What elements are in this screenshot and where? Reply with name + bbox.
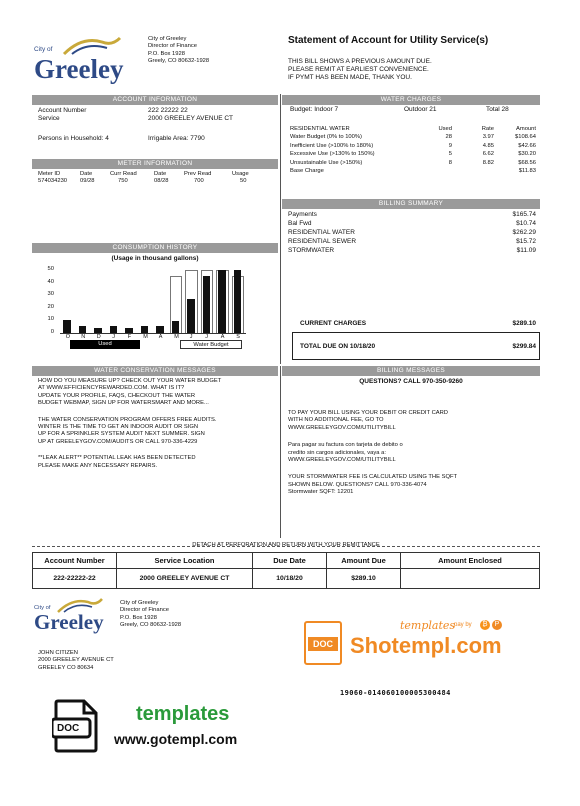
conservation-messages (38, 378, 278, 470)
message-line: HOW DO YOU MEASURE UP? CHECK OUT YOUR WATER BUDGET (38, 378, 222, 384)
charges-row (290, 151, 536, 158)
meter-info-header: METER INFORMATION (32, 159, 278, 169)
x-tick-label: J (189, 334, 193, 340)
persons-household: Persons in Household: 4 (38, 135, 109, 142)
charges-col-header: Amount (516, 126, 536, 132)
message-paragraph (288, 442, 536, 464)
remit-header: Service Location (117, 553, 253, 569)
chart-y-axis (40, 266, 54, 336)
service-address: 2000 GREELEY AVENUE CT (148, 115, 234, 122)
scanline: 19060-014060100005300484 (340, 689, 451, 697)
summary-row (288, 211, 536, 219)
charges-cell: 6.62 (482, 151, 494, 158)
summary-label: Bal Fwd (288, 220, 312, 227)
shotempl-watermark (304, 619, 534, 669)
message-line: WINTER IS THE TIME TO GET AN INDOOR AUDIT OR SIGN (38, 424, 199, 431)
budget-total: Total 28 (486, 106, 509, 113)
account-number-label: Account Number (38, 107, 87, 114)
summary-label: RESIDENTIAL SEWER (288, 238, 357, 245)
charges-cell (452, 168, 494, 175)
summary-row (288, 229, 536, 237)
charges-cell: Water Budget (0% to 100%) (290, 134, 362, 141)
charges-col-header: Used (438, 126, 452, 132)
meter-data-row (38, 178, 276, 185)
summary-row (288, 247, 536, 255)
total-due-label: TOTAL DUE ON 10/18/20 (300, 343, 376, 350)
meter-col: Usage (232, 171, 249, 177)
conservation-header: WATER CONSERVATION MESSAGES (32, 366, 278, 376)
y-tick-label: 40 (47, 278, 54, 285)
logo-small-text: City of (34, 46, 53, 53)
charges-cell: Inefficient Use (>100% to 180%) (290, 142, 374, 149)
y-tick-label: 30 (47, 291, 54, 298)
notice-line: THIS BILL SHOWS A PREVIOUS AMOUNT DUE. (288, 58, 432, 65)
used-bar (218, 270, 226, 334)
customer-address (38, 650, 114, 672)
total-due-row (300, 343, 536, 351)
x-tick-label: S (236, 334, 240, 340)
remit-due-date: 10/18/20 (253, 569, 327, 589)
charges-row (290, 168, 536, 175)
meter-cell: 750 (118, 178, 128, 185)
summary-value: $262.29 (512, 229, 536, 236)
meter-table (38, 171, 276, 186)
budget-indoor: Budget: Indoor 7 (290, 106, 339, 113)
used-bar (187, 299, 195, 334)
address-line: P.O. Box 1928 (120, 614, 157, 621)
doc-file-icon (52, 699, 100, 753)
water-charges-table (290, 126, 536, 175)
used-bar (234, 270, 242, 334)
charges-cell: Base Charge (290, 168, 324, 175)
remittance-value-row (33, 569, 540, 589)
meter-col: Date (80, 171, 93, 177)
customer-city: GREELEY CO 80634 (38, 664, 94, 671)
charges-cell: Unsustainable Use (>150%) (290, 159, 363, 166)
logo-swoosh-icon (62, 34, 122, 56)
charges-row (290, 134, 536, 141)
summary-value: $165.74 (512, 211, 536, 218)
address-line: Greely, CO 80632-1928 (120, 622, 182, 629)
message-line: TO PAY YOUR BILL USING YOUR DEBIT OR CREDIT CARD (288, 410, 448, 416)
x-tick-label: M (143, 334, 148, 340)
remit-header: Account Number (33, 553, 117, 569)
y-tick-label: 50 (47, 266, 54, 272)
remittance-table (32, 552, 540, 589)
shotempl-paywith: pay by (454, 622, 472, 628)
meter-cell: 09/28 (80, 178, 95, 185)
address-line: Director of Finance (148, 43, 197, 50)
company-address-bottom (120, 600, 181, 630)
logo-name: Greeley (34, 54, 124, 84)
address-line: City of Greeley (120, 600, 159, 606)
charges-cell: $68.56 (518, 159, 536, 166)
remit-account: 222-22222-22 (33, 569, 117, 589)
x-tick-label: A (220, 334, 225, 340)
message-paragraph (288, 410, 536, 432)
current-charges-label: CURRENT CHARGES (300, 320, 367, 327)
billing-messages (288, 410, 536, 497)
charges-cell: Excessive Use (>130% to 150%) (290, 151, 375, 158)
current-charges-row (300, 320, 536, 328)
water-charges-header: WATER CHARGES (282, 95, 540, 105)
meter-cell: 574034230 (38, 178, 68, 185)
used-bar (63, 320, 71, 334)
billing-messages-header: BILLING MESSAGES (282, 366, 540, 376)
doc-badge: DOC (308, 637, 338, 651)
charges-cell: 8 (448, 159, 452, 166)
legend-used: Used (70, 340, 140, 349)
message-line: Stormwater SQFT: 12201 (288, 489, 354, 496)
x-tick-label: D (96, 334, 101, 340)
x-tick-label: N (81, 334, 86, 340)
x-tick-label: J (205, 334, 208, 340)
billing-summary-list (288, 211, 536, 256)
legend-budget: Water Budget (180, 340, 242, 349)
paypal-icon: P (492, 620, 502, 630)
doc-file-icon (304, 621, 342, 665)
charges-cell: $30.20 (518, 151, 536, 158)
detach-note: DETACH AT PERFORATION AND RETURN WITH YOUR REMITTANCE (192, 542, 380, 548)
remit-location: 2000 GREELEY AVENUE CT (117, 569, 253, 589)
charges-row (290, 143, 536, 150)
message-line: SHOWN BELOW. QUESTIONS? CALL 970-336-4074 (288, 481, 427, 488)
bitcoin-icon: ₿ (480, 620, 490, 630)
city-logo (34, 34, 129, 84)
charges-header-row (290, 126, 536, 133)
message-line: WITH NO ADDITIONAL FEE, GO TO (288, 417, 384, 424)
charges-cell: 8.82 (482, 159, 494, 166)
remittance-header-row (33, 553, 540, 569)
meter-col: Date (154, 171, 167, 177)
notice-line: IF PYMT HAS BEEN MADE, THANK YOU. (288, 74, 412, 81)
charges-col-header: Rate (481, 126, 494, 132)
customer-name: JOHN CITIZEN (38, 650, 78, 656)
consumption-chart (40, 266, 250, 348)
charges-row (290, 160, 536, 167)
account-info (38, 107, 278, 143)
account-number: 222 22222 22 (148, 107, 188, 114)
summary-label: Payments (288, 211, 317, 218)
message-line: UPDATE YOUR PROFILE, FAQS, CHECKOUT THE WATER (38, 392, 196, 399)
shotempl-brand: Shotempl.com (350, 633, 502, 658)
customer-street: 2000 GREELEY AVENUE CT (38, 657, 114, 664)
meter-col: Prev Read (184, 171, 212, 177)
summary-value: $11.09 (516, 247, 536, 254)
charges-col-header: RESIDENTIAL WATER (290, 126, 350, 132)
statement-title: Statement of Account for Utility Service(s) (288, 35, 489, 46)
charges-cell: 3.97 (482, 134, 494, 141)
message-paragraph (288, 474, 536, 496)
message-line: THE WATER CONSERVATION PROGRAM OFFERS FREE AUDITS. (38, 416, 217, 423)
column-divider (280, 366, 281, 538)
message-line: UP AT GREELEYGOV.COM/AUDITS OR CALL 970-336-4229 (38, 438, 198, 445)
message-line: BUDGET WEBMAP, SIGN UP FOR WATERSMART AND MORE... (38, 400, 209, 407)
message-paragraph (38, 417, 278, 447)
city-logo-bottom (34, 596, 114, 636)
gotempl-watermark (52, 697, 282, 755)
summary-row (288, 220, 536, 228)
logo-small-text: City of (34, 605, 51, 611)
summary-row (288, 238, 536, 246)
gotempl-title: templates (136, 703, 230, 725)
message-line: YOUR STORMWATER FEE IS CALCULATED USING THE SQFT (288, 474, 458, 481)
x-tick-label: J (112, 334, 115, 340)
x-tick-label: F (127, 334, 132, 340)
charges-cell: $11.83 (518, 168, 536, 175)
summary-label: RESIDENTIAL WATER (288, 229, 355, 236)
current-charges-value: $289.10 (512, 320, 536, 327)
charges-cell: $108.64 (515, 134, 536, 141)
message-line: credito sin cargos adicionales, vaya a: (288, 449, 386, 456)
billing-summary-header: BILLING SUMMARY (282, 199, 540, 209)
amount-enclosed-field[interactable] (401, 569, 540, 589)
summary-label: STORMWATER (288, 247, 335, 254)
address-line: City of Greeley (148, 36, 187, 42)
used-bar (203, 276, 211, 334)
remit-amount-due: $289.10 (327, 569, 401, 589)
meter-cell: 700 (194, 178, 204, 185)
address-line: Director of Finance (120, 607, 169, 614)
budget-row (290, 106, 535, 114)
charges-cell (422, 168, 452, 175)
company-address (148, 36, 209, 66)
x-tick-label: O (65, 334, 71, 340)
budget-outdoor: Outdoor 21 (404, 106, 437, 113)
x-tick-label: M (174, 334, 179, 340)
gotempl-url: www.gotempl.com (114, 731, 238, 747)
charges-cell: 4.85 (482, 142, 494, 149)
message-line: UP FOR A SPRINKLER SYSTEM AUDIT NEXT SUMMER. SIGN (38, 431, 205, 438)
summary-value: $15.72 (516, 238, 536, 245)
chart-plot-area (60, 270, 246, 334)
charges-cell: 5 (448, 151, 452, 158)
meter-header-row (38, 171, 276, 178)
total-due-value: $299.84 (512, 343, 536, 350)
irrigable-area: Irrigable Area: 7790 (148, 135, 205, 142)
remit-header: Amount Due (327, 553, 401, 569)
questions-line: QUESTIONS? CALL 970-350-9260 (359, 378, 463, 385)
message-line: **LEAK ALERT** POTENTIAL LEAK HAS BEEN DETECTED (38, 455, 196, 462)
column-divider (280, 94, 281, 364)
charges-cell: 28 (445, 134, 452, 141)
charges-cell: 9 (448, 142, 452, 149)
message-line: PLEASE MAKE ANY NECESSARY REPAIRS. (38, 462, 158, 469)
remit-header: Due Date (253, 553, 327, 569)
logo-name: Greeley (34, 610, 104, 634)
message-line: Para pagar su factura con tarjeta de debito o (288, 442, 403, 449)
meter-cell: 50 (240, 178, 247, 185)
shotempl-script: templates (400, 619, 456, 632)
meter-col: Meter ID (38, 171, 61, 177)
y-tick-label: 10 (47, 316, 54, 323)
message-paragraph (38, 455, 278, 470)
remit-header: Amount Enclosed (401, 553, 540, 569)
address-line: P.O. Box 1928 (148, 50, 185, 57)
message-line: WWW.GREELEYGOV.COM/UTILITYBILL (288, 424, 396, 431)
y-tick-label: 0 (50, 329, 54, 335)
meter-cell: 08/28 (154, 178, 169, 185)
y-tick-label: 20 (47, 303, 54, 310)
charges-cell: $42.66 (518, 142, 536, 149)
service-label: Service (38, 115, 60, 122)
consumption-header: CONSUMPTION HISTORY (32, 243, 278, 253)
summary-value: $10.74 (516, 220, 536, 227)
account-info-header: ACCOUNT INFORMATION (32, 95, 278, 105)
message-line: WWW.GREELEYGOV.COM/UTILITYBILL (288, 457, 396, 464)
message-paragraph (38, 378, 278, 408)
address-line: Greely, CO 80632-1928 (148, 58, 210, 65)
statement-notice (288, 58, 432, 82)
meter-col: Curr Read (110, 171, 137, 177)
message-line: AT WWW.EFFICIENCYREWARDED.COM. WHAT IS IT? (38, 385, 185, 392)
doc-badge: DOC (57, 723, 80, 734)
x-tick-label: A (158, 334, 163, 340)
consumption-subtitle: (Usage in thousand gallons) (111, 255, 199, 262)
notice-line: PLEASE REMIT AT EARLIEST CONVENIENCE. (288, 66, 429, 73)
